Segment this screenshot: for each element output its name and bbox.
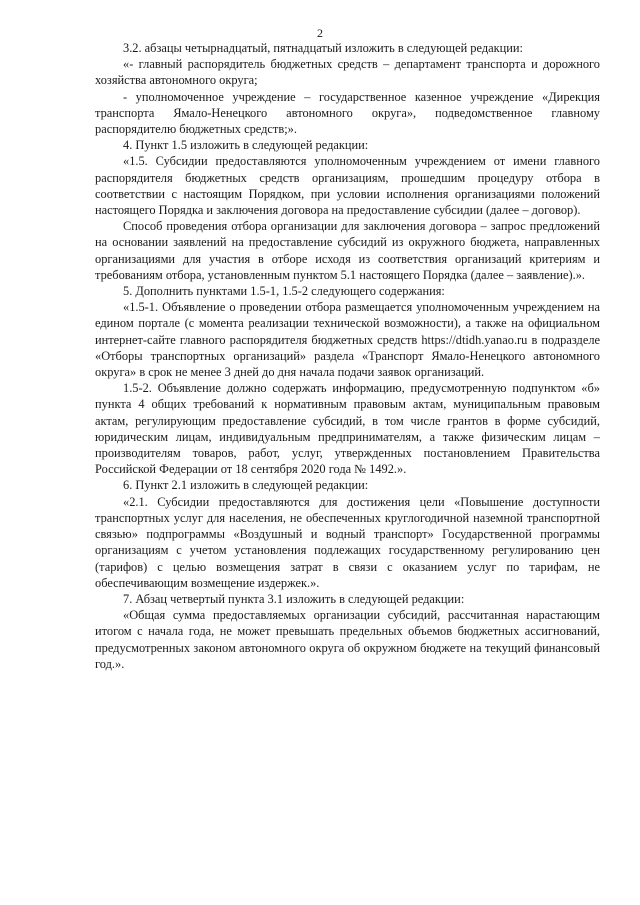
paragraph-authorized-institution: - уполномоченное учреждение – государственное казенное учреждение «Дирекция транспорта Ямало-Ненецкого автономного округа», подведомственное главному распорядителю бюджетных средств;». [95, 89, 600, 137]
page-number: 2 [317, 26, 323, 40]
paragraph-total-subsidy: «Общая сумма предоставляемых организации субсидий, рассчитанная нарастающим итогом с начала года, не может превышать предельных объемов бюджетных ассигнований, предусмотренных законом автономного округа об окружном бюджете на текущий финансовый год.». [95, 608, 600, 671]
paragraph-1-5-2: 1.5-2. Объявление должно содержать информацию, предусмотренную подпунктом «б» пункта 4 общих требований к нормативным правовым актам, муниципальным правовым актам, регулирующим предоставление субсидий, в том числе грантов в форме субсидий, юридическим лицам, индивидуальным предпринимателям, а также физическим лицам – производителям товаров, работ, услуг, утвержденных постановлением Правительства Российской Федерации от 18 сентября 2020 года № 1492.». [95, 381, 600, 477]
paragraph-item-7: 7. Абзац четвертый пункта 3.1 изложить в следующей редакции: [123, 591, 465, 606]
paragraph-3-2: 3.2. абзацы четырнадцатый, пятнадцатый изложить в следующей редакции: [123, 41, 524, 55]
paragraph-item-5: 5. Дополнить пунктами 1.5-1, 1.5-2 следующего содержания: [123, 284, 445, 299]
paragraph-main-distributor: «- главный распорядитель бюджетных средств – департамент транспорта и дорожного хозяйства автономного округа; [95, 57, 600, 88]
document-body [95, 40, 600, 672]
paragraph-item-6: 6. Пункт 2.1 изложить в следующей редакции: [123, 478, 369, 493]
paragraph-item-4: 4. Пункт 1.5 изложить в следующей редакции: [123, 138, 369, 153]
paragraph-2-1: «2.1. Субсидии предоставляются для достижения цели «Повышение доступности транспортных услуг для населения, не обеспеченных круглогодичной наземной транспортной связью» подпрограммы «Воздушный и водный транспорт» Государственной программы организациям с учетом установления подлежащих государственному регулированию цен (тарифов) с целью возмещения затрат в связи с оказанием услуг по тарифам, не обеспечивающим возмещение издержек.». [95, 494, 600, 590]
paragraph-1-5-1: «1.5-1. Объявление о проведении отбора размещается уполномоченным учреждением на едином портале (с момента реализации технической возможности), а также на официальном интернет-сайте главного распорядителя бюджетных средств https://dtidh.yanao.ru в подразделе «Отборы транспортных организаций» раздела «Транспорт Ямало-Ненецкого автономного округа» в срок не менее 3 дней до дня начала подачи заявок организаций. [95, 300, 600, 380]
paragraph-selection-method: Способ проведения отбора организации для заключения договора – запрос предложений на основании заявлений на предоставление субсидий из окружного бюджета, направленных организациями для участия в отборе исходя из соответствия организаций критериям и требованиям отбора, установленным пунктом 5.1 настоящего Порядка (далее – заявление).». [95, 219, 600, 282]
paragraph-1-5: «1.5. Субсидии предоставляются уполномоченным учреждением от имени главного распорядителя бюджетных средств организациям, прошедшим процедуру отбора в соответствии с настоящим Порядком, при условии исполнения организациями положений настоящего Порядка и заключения договора на предоставление субсидии (далее – договор). [95, 154, 600, 218]
